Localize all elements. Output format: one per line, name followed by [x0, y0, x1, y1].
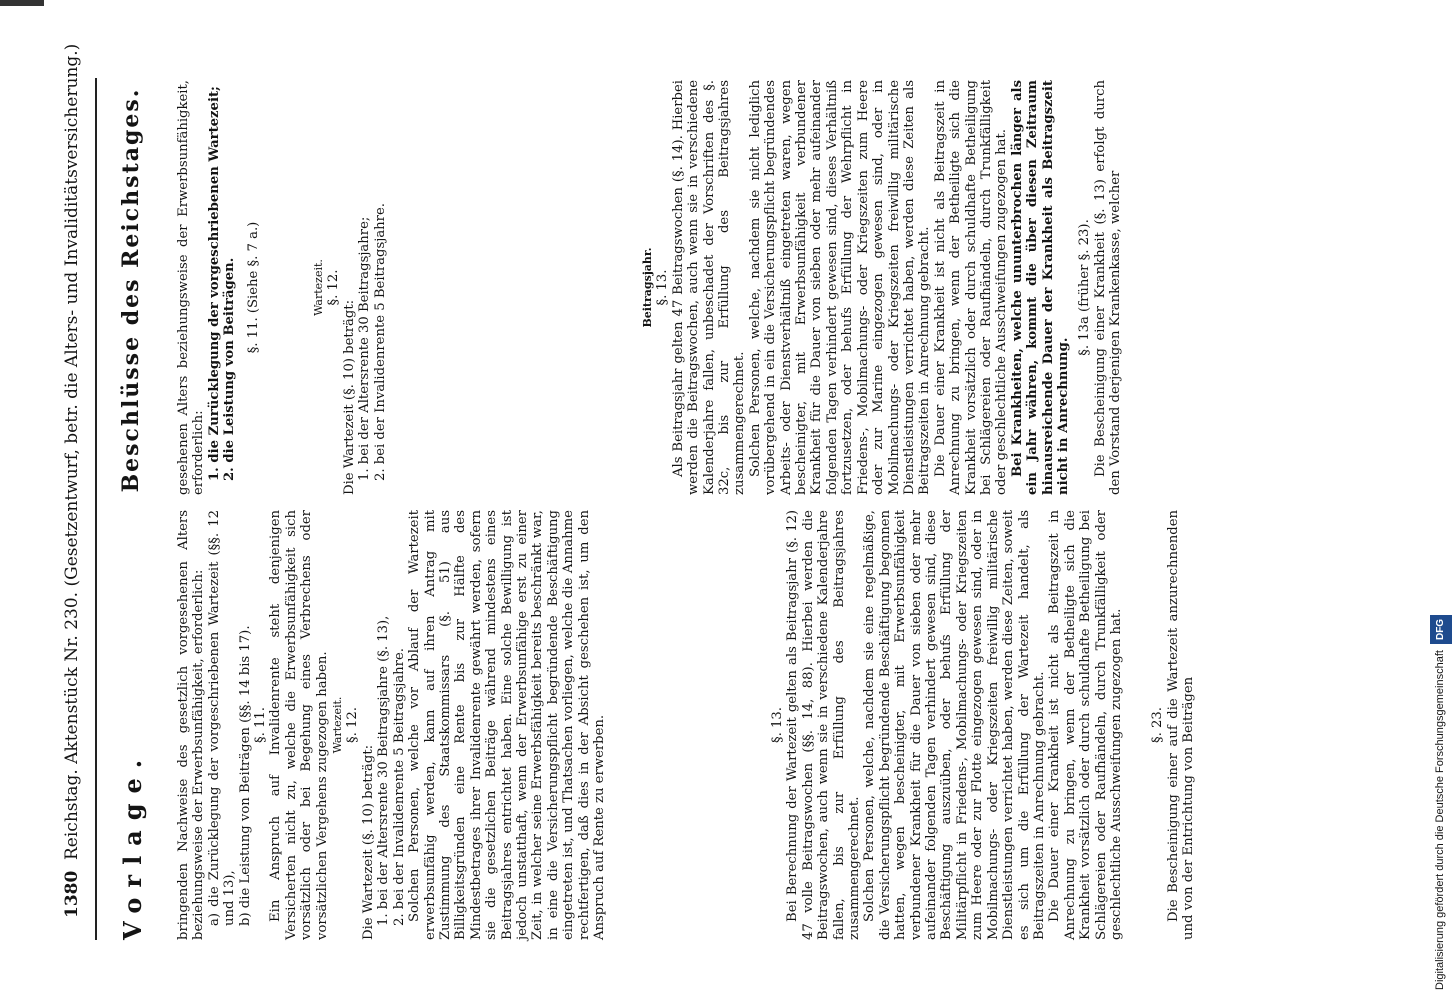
right-c1-p3: §. 11. (Siehe §. 7 a.)	[245, 221, 261, 354]
left-c1-p10: Solchen Personen, welche vor Ablauf der Wartezeit erwerbsunfähig werden, kann auf ihren Antrag mit Zustimmung des Staatskommissars (§. 51) aus Billigkeitsgründen eine Rente bis zur Hälfte des Mindestbetrages ihrer Invalidenrente gewährt werden, sofern sie die gesetzlichen Beiträge während mindestens eines Beitragsjahres entrichtet haben. Eine solche Bewilligung ist jedoch unstatthaft, wenn der Erwerbsunfähige erst zu einer Zeit, in welcher seine Erwerbsfähigkeit bereits beschränkt war, in eine die Versicherungspflicht begründende Beschäftigung eingetreten ist, und Thatsachen vorliegen, welche die Annahme rechtfertigen, daß dies in der Absicht geschehen ist, um den Anspruch auf Rente zu erwerben.	[407, 510, 607, 940]
left-column-1	[176, 510, 607, 940]
left-c2-p4: §. 23.	[1150, 707, 1166, 743]
running-header	[62, 43, 88, 940]
left-c2-p0: §. 13.	[770, 707, 785, 743]
right-c2-p5: Bei Krankheiten, welche ununterbrochen länger als ein Jahr währen, kommt die über diesen Zeitraum hinausreichende Dauer der Krankheit als Beitragszeit nicht in Anrechnung.	[1009, 80, 1071, 495]
right-c2-p3: Solchen Personen, welche, nachdem sie nicht lediglich vorübergehend in ein die Versicherungspflicht begründendes Arbeits- oder Dienstverhältniß eingetreten waren, wegen bescheinigter, mit Erwerbsunfähigkeit verbundener Krankheit für die Dauer von sieben oder mehr aufeinander folgenden Tagen verhindert gewesen sind, dieses Verhältniß fortzusetzen, oder behufs Erfüllung der Wehrpflicht in Friedens-, Mobilmachungs- oder Kriegszeiten zum Heere oder zur Marine eingezogen gewesen sind, oder in Mobilmachungs- oder Kriegszeiten freiwillig militärische Dienstleistungen verrichtet haben, werden diese Zeiten als Beitragszeiten in Anrechnung gebracht.	[747, 80, 933, 495]
right-c2-p6: §. 13a (früher §. 23).	[1077, 219, 1093, 356]
left-column-2	[770, 510, 1197, 940]
footer-text-row	[1429, 10, 1451, 990]
right-column-1	[176, 80, 388, 495]
running-head-text: Reichstag. Aktenstück Nr. 230. (Gesetzentwurf, betr. die Alters- und Invaliditätsversicherung.)	[62, 43, 82, 860]
right-c1-p4: Wartezeit.	[312, 259, 326, 316]
left-c1-p5: Wartezeit.	[331, 696, 345, 754]
right-c1-p5: §. 12.	[326, 269, 342, 306]
right-c1-p8: 2. bei der Invalidenrente 5 Beitragsjahre.	[372, 203, 388, 481]
dfg-badge: DFG	[1430, 615, 1452, 644]
digitization-footer	[1407, 0, 1446, 1000]
left-c2-p1: Bei Berechnung der Wartezeit gelten als Beitragsjahr (§. 12) 47 volle Beitragswochen (§§. 14, 88). Hierbei werden die Beitragswochen, auch wenn sie in verschiedene Kalenderjahre fallen, bis zur Erfüllung des Beitragsjahres zusammengerechnet.	[785, 510, 863, 940]
right-c1-p2: 2. die Leistung von Beiträgen.	[222, 257, 238, 481]
footer-text: Digitalisierung gefördert durch die Deutsche Forschungsgemeinschaft	[1434, 650, 1446, 990]
page-number: 1380	[62, 870, 82, 918]
right-c2-p2: Als Beitragsjahr gelten 47 Beitragswochen (§. 14). Hierbei werden die Beitragswochen, auch wenn sie in verschiedene Kalenderjahre fallen, unbeschadet der Vorschriften des §. 32c, bis zur Erfüllung des Beitragsjahres zusammengerechnet.	[670, 80, 748, 495]
left-c1-p3: §. 11.	[253, 707, 269, 743]
left-c1-p4: Ein Anspruch auf Invalidenrente steht denjenigen Versicherten nicht zu, welche die Erwerbsunfähigkeit sich vorsätzlich oder bei Begehung eines Verbrechens oder vorsätzlichen Vergehens zugezogen haben.	[268, 510, 330, 940]
left-c1-p8: 1. bei der Altersrente 30 Beitragsjahre (§. 13),	[376, 615, 392, 926]
right-c2-p4: Die Dauer einer Krankheit ist nicht als Beitragszeit in Anrechnung zu bringen, wenn der Betheiligte sich die Krankheit vorsätzlich oder durch schuldhafte Betheiligung bei Schlägereien oder Raufhändeln, durch Trunkfälligkeit oder geschlechtliche Ausschweifungen zugezogen hat.	[932, 80, 1010, 495]
left-c1-p9: 2. bei der Invalidenrente 5 Beitragsjahre.	[391, 648, 407, 926]
left-c2-p5: Die Bescheinigung einer auf die Wartezeit anzurechnenden und von der Entrichtung von Beiträgen	[1165, 510, 1197, 940]
left-c1-p0: bringenden Nachweise des gesetzlich vorgesehenen Alters beziehungsweise der Erwerbsunfähigkeit, erforderlich:	[176, 510, 207, 940]
right-c1-p7: 1. bei der Altersrente 30 Beitragsjahre;	[357, 216, 373, 481]
right-c2-p0: Beitragsjahr.	[641, 247, 654, 328]
right-c1-p6: Die Wartezeit (§. 10) beträgt:	[341, 299, 357, 495]
right-c1-p0: gesehenen Alters beziehungsweise der Erwerbsunfähigkeit, erforderlich:	[176, 80, 207, 495]
left-c2-p2: Solchen Personen, welche, nachdem sie eine regelmäßige, die Versicherungspflicht begründende Beschäftigung begonnen hatten, wegen bescheinigter, mit Erwerbsunfähigkeit verbundener Krankheit für die Dauer von sieben oder mehr aufeinander folgenden Tagen verhindert gewesen sind, diese Beschäftigung auszuüben, oder behufs Erfüllung der Militärpflicht in Friedens-, Mobilmachungs- oder Kriegszeiten zum Heere oder zur Flotte eingezogen gewesen sind, oder in Mobilmachungs- oder Kriegszeiten freiwillig militärische Dienstleistungen verrichtet haben, werden diese Zeiten, soweit es sich um die Erfüllung der Wartezeit handelt, als Beitragszeiten in Anrechnung gebracht.	[862, 510, 1047, 940]
left-c1-p2: b) die Leistung von Beiträgen (§§. 14 bis 17).	[237, 625, 253, 926]
right-c2-p1: §. 13.	[655, 269, 671, 306]
right-heading: Beschlüsse des Reichstages.	[118, 87, 144, 493]
left-c2-p3: Die Dauer einer Krankheit ist nicht als Beitragszeit in Anrechnung zu bringen, wenn der Betheiligte sich die Krankheit vorsätzlich oder durch schuldhafte Betheiligung bei Schlägereien oder Raufhändeln, durch Trunkfälligkeit oder geschlechtliche Ausschweifungen zugezogen hat.	[1047, 510, 1124, 940]
header-rule	[95, 78, 97, 940]
left-c1-p1: a) die Zurücklegung der vorgeschriebenen Wartezeit (§§. 12 und 13),	[206, 510, 238, 926]
left-heading: Vorlage.	[118, 749, 147, 940]
right-column-2	[640, 80, 1124, 495]
left-c1-p6: §. 12.	[345, 707, 361, 743]
right-c2-p7: Die Bescheinigung einer Krankheit (§. 13) erfolgt durch den Vorstand derjenigen Krankenkasse, welcher	[1092, 80, 1124, 495]
right-c1-p1: 1. die Zurücklegung der vorgeschriebenen Wartezeit;	[206, 86, 222, 481]
left-c1-p7: Die Wartezeit (§. 10) beträgt:	[360, 744, 376, 940]
